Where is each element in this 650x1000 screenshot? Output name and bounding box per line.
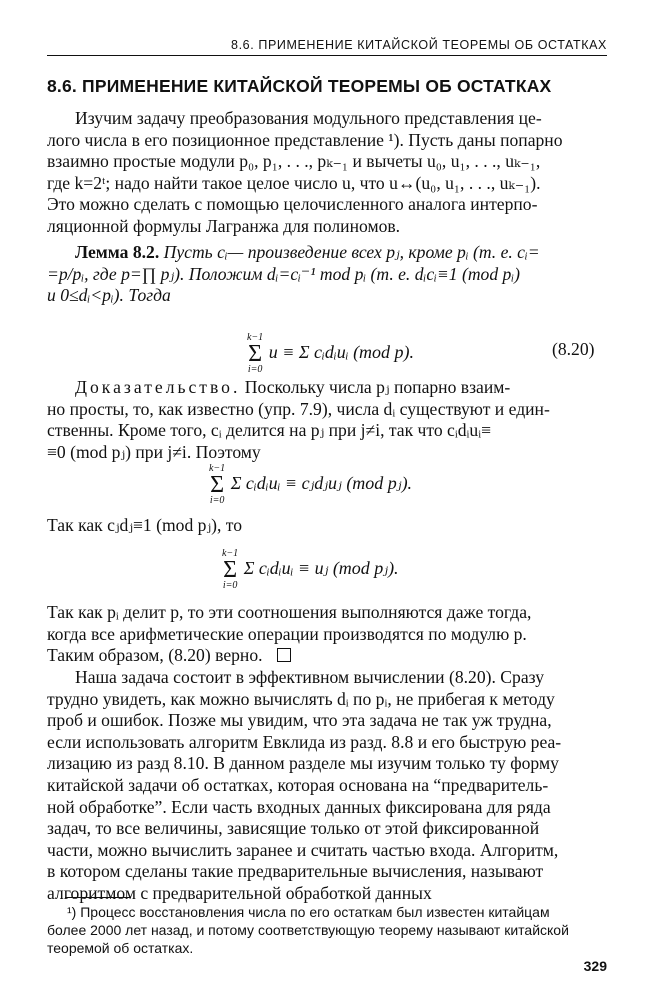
proof-line: ≡0 (mod pⱼ) при j≠i. Поэтому xyxy=(47,441,261,462)
intro-line: Это можно сделать с помощью целочисленного аналога интерпо- xyxy=(47,194,538,215)
paragraph-line: лизацию из разд 8.10. В данном разделе мы изучим только ту форму xyxy=(47,753,559,774)
intro-line: где k=2ᵗ; надо найти такое целое число u, что u↔(u₀, u₁, . . ., uₖ₋₁). xyxy=(47,172,541,193)
paragraph-line: проб и ошибок. Позже мы увидим, что эта задача не так уж трудна, xyxy=(47,710,552,731)
intro-paragraph xyxy=(47,108,607,238)
proof-formula-2 xyxy=(222,549,399,591)
paragraph-line: задач, то все величины, зависящие только от этой фиксированной xyxy=(47,818,540,839)
paragraph-line: в котором сделаны такие предварительные вычисления, называют xyxy=(47,861,544,882)
proof-label: Доказательство. xyxy=(75,377,241,397)
qed-square-icon xyxy=(277,648,291,662)
proof-middle-line: Так как cⱼdⱼ≡1 (mod pⱼ), то xyxy=(47,515,243,535)
paragraph-line: если использовать алгоритм Евклида из разд. 8.8 и его быструю реа- xyxy=(47,731,562,752)
paragraph-line: китайской задачи об остатках, которая основана на “предваритель- xyxy=(47,774,549,795)
proof-line: Поскольку числа pⱼ попарно взаим- xyxy=(244,377,511,397)
proof-formula-1 xyxy=(209,464,412,506)
summation-sign: k−1 Σ i=0 xyxy=(222,548,239,591)
paragraph-line: части, можно вычислить заранее и считать частью входа. Алгоритм, xyxy=(47,839,559,860)
formula-body: Σ cᵢdᵢuᵢ ≡ cⱼdⱼuⱼ (mod pⱼ). xyxy=(230,473,413,494)
intro-line: ляционной формулы Лагранжа для полиномов. xyxy=(47,215,401,236)
final-paragraph xyxy=(47,667,607,905)
footnote xyxy=(47,903,607,957)
equation-8-20 xyxy=(247,333,414,375)
footnote-rule xyxy=(65,897,131,898)
lemma-line: и 0≤dᵢ<pᵢ). Тогда xyxy=(47,285,171,306)
proof-closing-line: когда все арифметические операции производятся по модулю p. xyxy=(47,623,527,644)
intro-line: взаимно простые модули p₀, p₁, . . ., pₖ₋₁ и вычеты u₀, u₁, . . ., uₖ₋₁, xyxy=(47,151,541,172)
intro-line: лого числа в его позиционное представление ¹). Пусть даны попарно xyxy=(47,129,563,150)
footnote-line: теоремой об остатках. xyxy=(47,940,194,956)
proof-paragraph xyxy=(47,377,607,463)
footnote-line: более 2000 лет назад, и потому соответствующую теорему называют китайской xyxy=(47,922,569,938)
proof-line: ственны. Кроме того, cᵢ делится на pⱼ при j≠i, так что cᵢdᵢuᵢ≡ xyxy=(47,420,492,441)
lemma-line: =p/pᵢ, где p=∏ pⱼ). Положим dᵢ=cᵢ⁻¹ mod pᵢ (т. е. dᵢcᵢ≡1 (mod pᵢ) xyxy=(47,263,520,284)
lemma-statement xyxy=(47,242,607,307)
paragraph-line: трудно увидеть, как можно вычислять dᵢ по pᵢ, не прибегая к методу xyxy=(47,688,555,709)
header-rule xyxy=(47,55,607,56)
proof-closing-line: Таким образом, (8.20) верно. xyxy=(47,645,263,666)
intro-line: Изучим задачу преобразования модульного представления це- xyxy=(75,108,542,128)
paragraph-line: алгоритмом с предварительной обработкой данных xyxy=(47,882,432,903)
equation-number: (8.20) xyxy=(552,339,595,359)
paragraph-line: ной обработке”. Если часть входных данных фиксирована для ряда xyxy=(47,796,551,817)
lemma-line: Пусть cᵢ— произведение всех pⱼ, кроме pᵢ (т. е. cᵢ= xyxy=(163,242,540,262)
proof-middle xyxy=(47,515,607,537)
footnote-line: ¹) Процесс восстановления числа по его остаткам был известен китайцам xyxy=(67,904,550,920)
equation-body: u ≡ Σ cᵢdᵢuᵢ (mod p). xyxy=(268,342,415,363)
paragraph-line: Наша задача состоит в эффективном вычислении (8.20). Сразу xyxy=(75,667,544,687)
proof-line: но просты, то, как известно (упр. 7.9), числа dᵢ существуют и един- xyxy=(47,398,550,419)
proof-closing xyxy=(47,602,607,667)
proof-closing-line: Так как pᵢ делит p, то эти соотношения выполняются даже тогда, xyxy=(47,602,532,622)
page-number: 329 xyxy=(583,958,607,974)
formula-body: Σ cᵢdᵢuᵢ ≡ uⱼ (mod pⱼ). xyxy=(243,558,399,579)
lemma-label: Лемма 8.2. xyxy=(75,242,160,262)
book-page xyxy=(47,0,607,1000)
section-title: 8.6. ПРИМЕНЕНИЕ КИТАЙСКОЙ ТЕОРЕМЫ ОБ ОСТАТКАХ xyxy=(47,76,552,96)
summation-sign: k−1 Σ i=0 xyxy=(247,332,264,375)
running-head: 8.6. ПРИМЕНЕНИЕ КИТАЙСКОЙ ТЕОРЕМЫ ОБ ОСТАТКАХ xyxy=(231,38,607,52)
summation-sign: k−1 Σ i=0 xyxy=(209,463,226,506)
